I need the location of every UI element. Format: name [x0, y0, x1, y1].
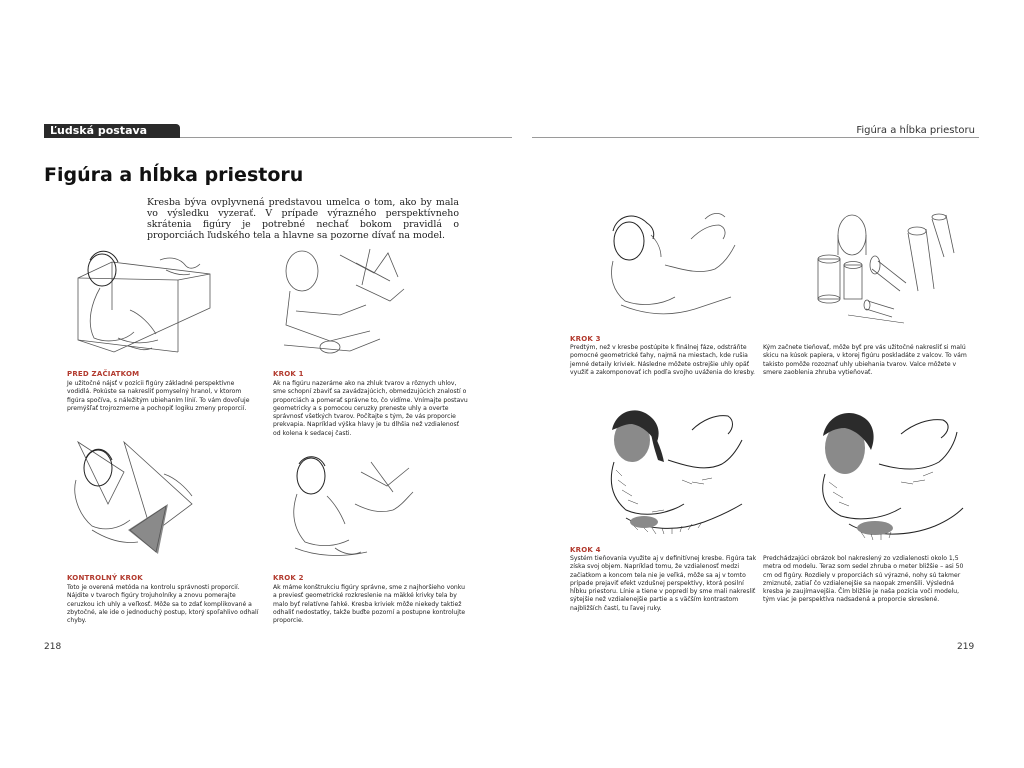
caption-text-krok2: Ak máme konštrukciu figúry správne, sme z najhoršieho vonku a previesť geometrické rozkreslenie na mäkké krivky tela by malo byť relatívne ľahké. Kresba kriviek môže niekedy taktiež odhaliť nedostatky, takže buďte pozorní a postupne kontrolujte proporcie. — [273, 584, 466, 625]
caption-text-krok3: Predtým, než v kresbe postúpite k finálnej fáze, odstráňte pomocné geometrické ťahy, najmä na miestach, kde rušia jemné detaily kriviek. Následne môžete ostrejšie uhly opäť využiť a zakomponovať ich podľa svojho uváženia do kresby. — [570, 344, 755, 376]
caption-text-valce: Kým začnete tieňovať, môže byť pre vás užitočné nakresliť si malú skicu na kúsok papiera, v ktorej figúru poskladáte z valcov. To vám takisto pomôže rozoznať uhly ubiehania tvarov. Valce môžete v smere zaoblenia zhruba vytieňovať. — [763, 344, 967, 376]
header-rule-right — [532, 137, 979, 138]
figure-geometric-construction — [270, 245, 415, 360]
figure-close-perspective — [805, 400, 965, 540]
figure-triangle-check — [68, 434, 218, 564]
figure-prism-sketch — [70, 240, 220, 365]
caption-text-pred: Je užitočné nájsť v pozícii figúry základné perspektívne vodidlá. Pokúste sa nakresliť pomyselný hranol, v ktorom figúra spočíva, s náležitým ubiehaním línií. To vám dovoľuje premýšľať trojrozmerne a pochopiť logiku zmeny proporcií. — [67, 380, 250, 412]
caption-heading-pred: PRED ZAČIATKOM — [67, 370, 140, 378]
page-number-right: 219 — [957, 642, 975, 652]
caption-heading-krok1: KROK 1 — [273, 370, 304, 378]
intro-paragraph: Kresba býva ovplyvnená predstavou umelca o tom, ako by mala vo výsledku vyzerať. V prípade výrazného perspektívneho skrátenia figúry je potrebné nechať bokom pravidlá o proporciách ľudského tela a hlavne sa pozorne dívať na model. — [147, 197, 459, 241]
header-rule-left — [180, 137, 512, 138]
figure-cylinders — [808, 205, 958, 325]
caption-text-predchadzajuci: Predchádzajúci obrázok bol nakreslený zo vzdialenosti okolo 1,5 metra od modelu. Teraz som sedel zhruba o meter bližšie – asi 50 cm od figúry. Rozdiely v proporciách sú výrazné, nohy sú takmer zmiznuté, zatiaľ čo vzdialenejšie sa naopak zmenšili. Výsledná kresba je zaujímavejšia. Čím bližšie je naša pozícia voči modelu, tým viac je perspektíva nadsadená a proporcie skreslené. — [763, 555, 964, 604]
caption-text-krok1: Ak na figúru nazeráme ako na zhluk tvarov a rôznych uhlov, sme schopní zbaviť sa zavádzajúcich, obmedzujúcich znalostí o proporciách a pomerať správne to, čo vidíme. Vnímajte postavu geometricky a s pomocou ceruzky preneste uhly a overte správnosť všetkých tvarov. Počítajte s tým, že vás proporcie prekvapia. Napríklad výška hlavy je tu dlhšia než vzdialenosť od kolena k sedacej časti. — [273, 380, 468, 437]
caption-text-kontrolny: Toto je overená metóda na kontrolu správnosti proporcií. Nájdite v tvaroch figúry trojuholníky a znovu pomerajte ceruzkou ich uhly a veľkosť. Môže sa to zdať komplikované a zbytočné, ale ide o jednoduchý postup, ktorý spoľahlivo odhalí chyby. — [67, 584, 259, 625]
figure-curve-sketch — [275, 448, 425, 563]
page-title: Figúra a hĺbka priestoru — [44, 164, 304, 186]
figure-shaded-drawing — [592, 400, 747, 540]
section-tab: Ľudská postava — [44, 124, 180, 138]
caption-text-krok4: Systém tieňovania využite aj v definitívnej kresbe. Figúra tak získa svoj objem. Napríklad tomu, že vzdialenosť medzi začiatkom a koncom tela nie je veľká, môže sa aj v tomto prípade prejaviť efekt vzdušnej perspektívy, ktorá posilní hĺbku priestoru. Línie a tiene v popredí by sme mali nakresliť sýtejšie než vzdialenejšie partie a s väčším kontrastom najbližších častí, tu ľavej ruky. — [570, 555, 757, 612]
running-head: Figúra a hĺbka priestoru — [856, 125, 975, 136]
caption-heading-kontrolny: KONTROLNÝ KROK — [67, 574, 143, 582]
caption-heading-krok2: KROK 2 — [273, 574, 304, 582]
page-number-left: 218 — [44, 642, 62, 652]
figure-refined-line — [595, 205, 745, 325]
caption-heading-krok3: KROK 3 — [570, 335, 601, 343]
caption-heading-krok4: KROK 4 — [570, 546, 601, 554]
